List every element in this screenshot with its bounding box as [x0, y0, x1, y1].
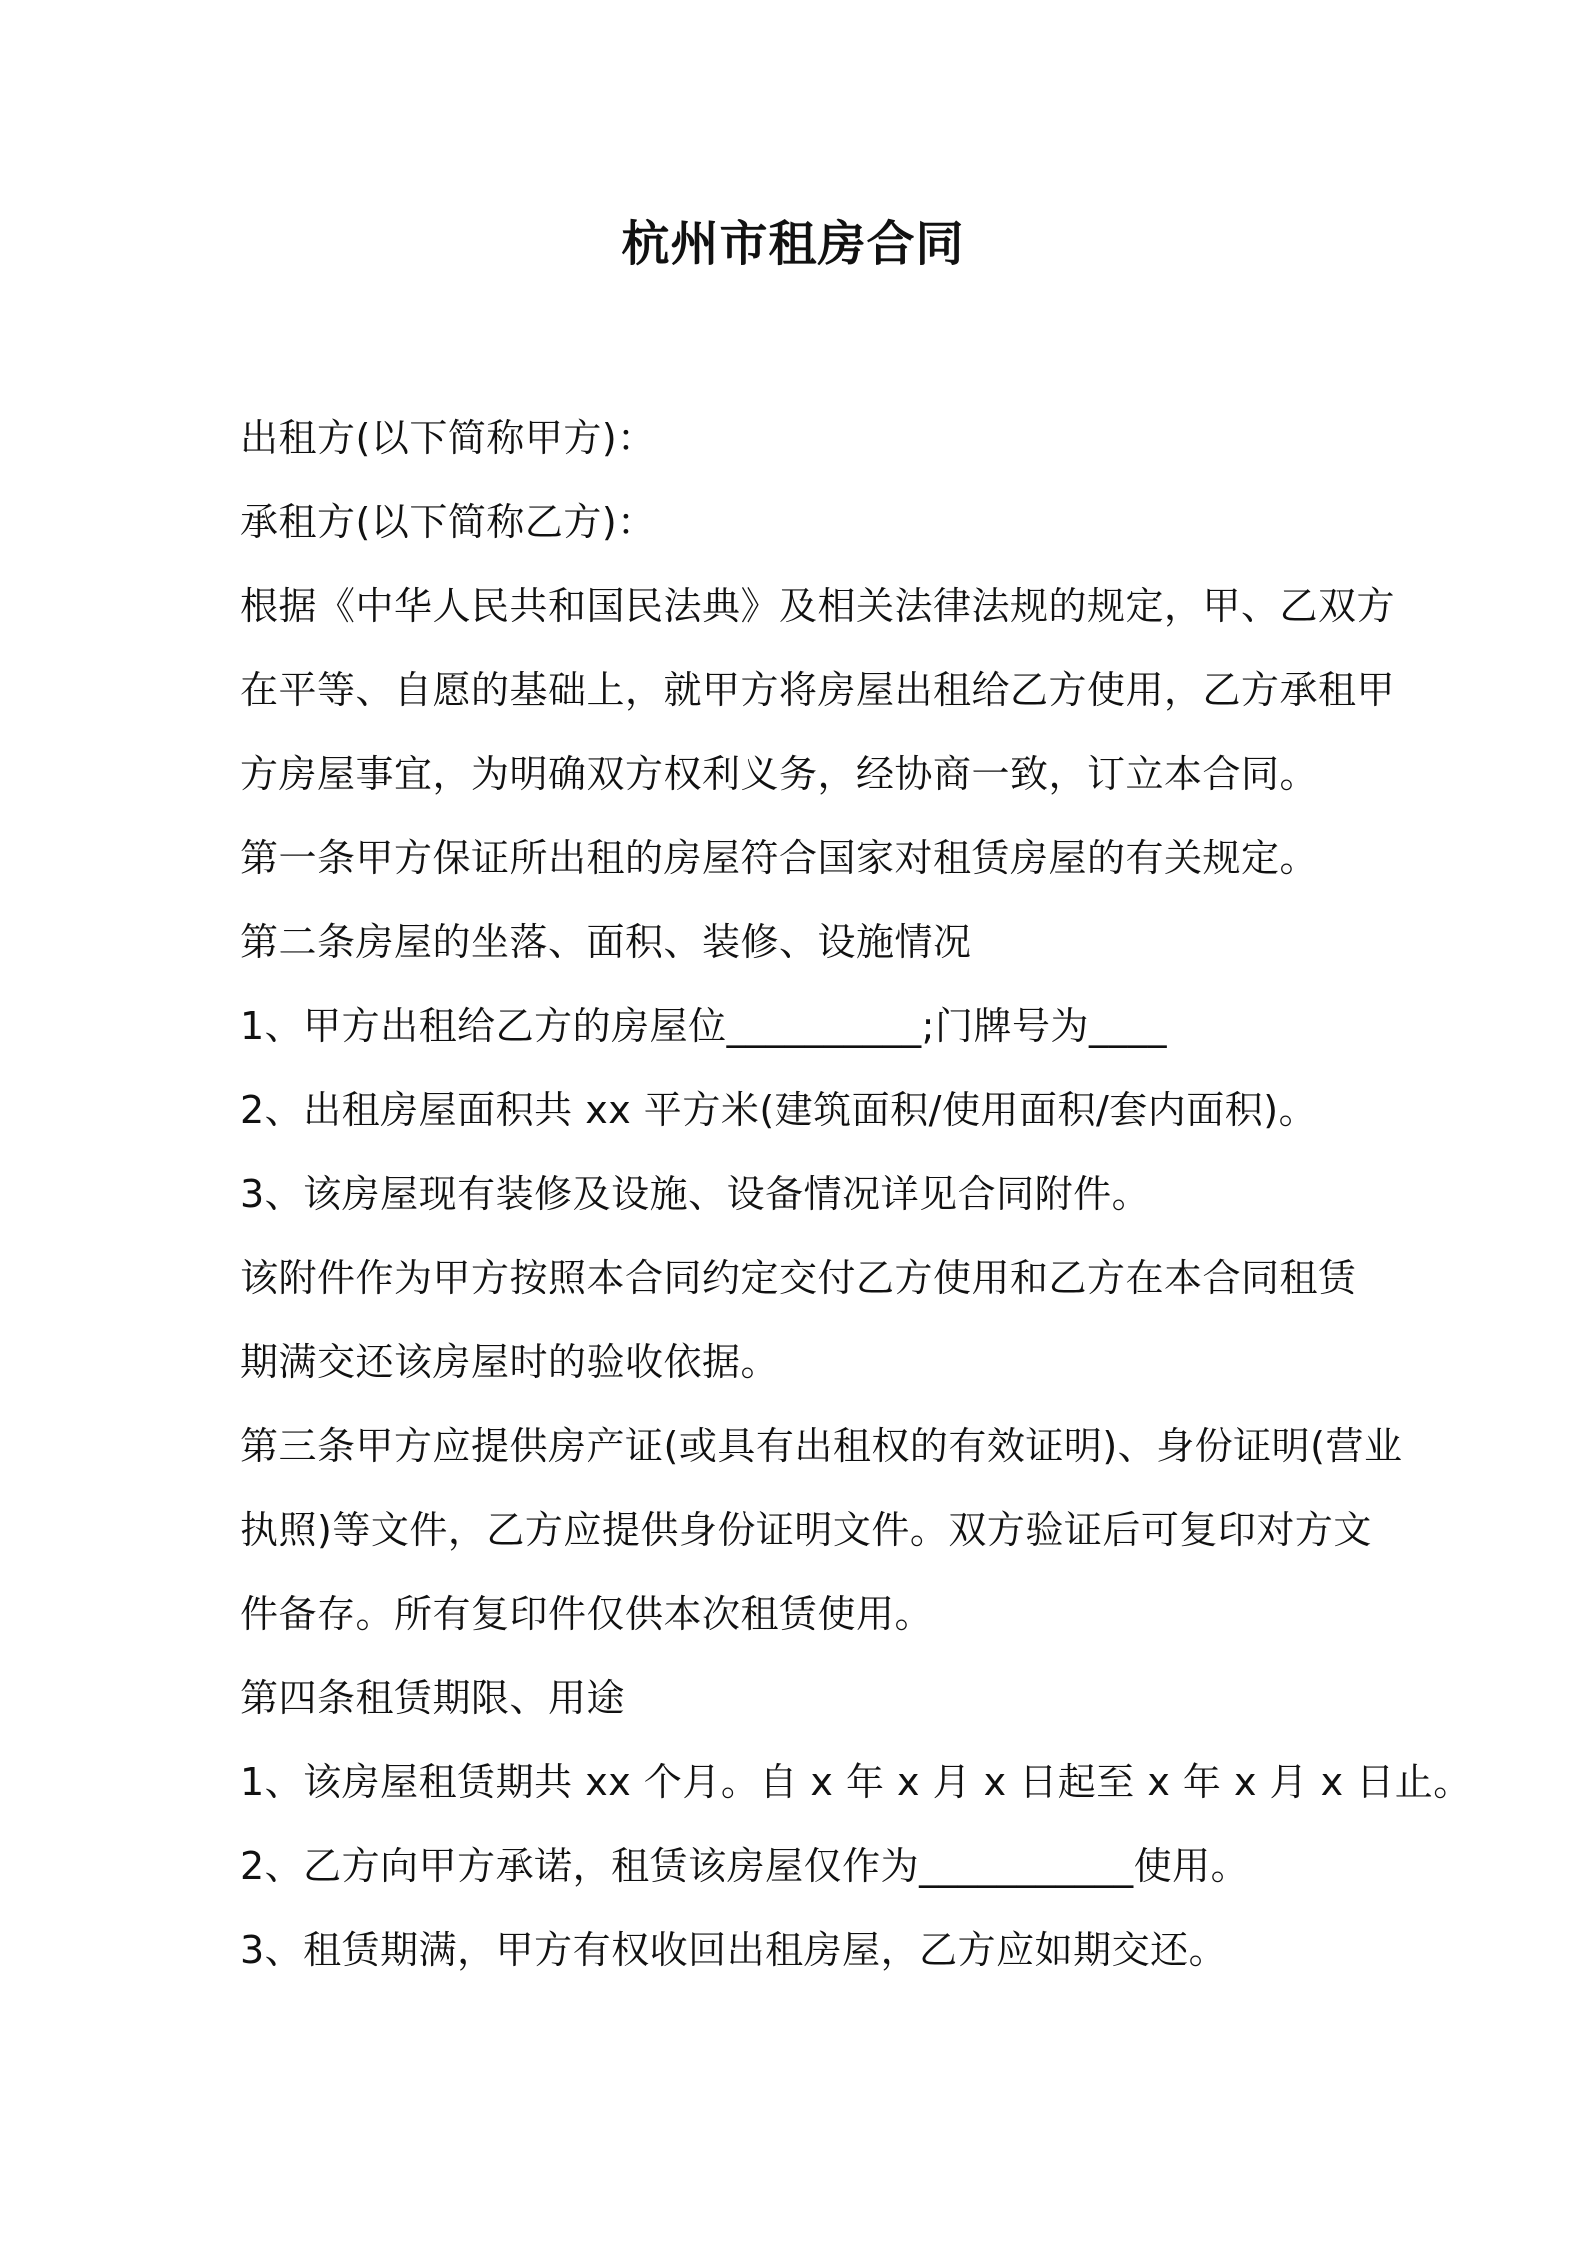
article-3-line: 件备存。所有复印件仅供本次租赁使用。	[240, 1592, 934, 1636]
preamble-line: 根据《中华人民共和国民法典》及相关法律法规的规定，甲、乙双方	[240, 584, 1396, 628]
party-a-line: 出租方(以下简称甲方)：	[240, 416, 656, 460]
article-1-line: 第一条甲方保证所出租的房屋符合国家对租赁房屋的有关规定。	[240, 836, 1319, 880]
article-3-line: 执照)等文件，乙方应提供身份证明文件。双方验证后可复印对方文	[240, 1508, 1372, 1552]
article-2-heading: 第二条房屋的坐落、面积、装修、设施情况	[240, 920, 972, 964]
preamble-line: 在平等、自愿的基础上，就甲方将房屋出租给乙方使用，乙方承租甲	[240, 668, 1396, 712]
preamble-line: 方房屋事宜，为明确双方权利义务，经协商一致，订立本合同。	[240, 752, 1319, 796]
party-b-line: 承租方(以下简称乙方)：	[240, 500, 656, 544]
article-4-item-3: 3、租赁期满，甲方有权收回出租房屋，乙方应如期交还。	[240, 1928, 1228, 1972]
article-2-note-line: 该附件作为甲方按照本合同约定交付乙方使用和乙方在本合同租赁	[240, 1256, 1357, 1300]
document-title: 杭州市租房合同	[621, 216, 965, 272]
article-2-item-3: 3、该房屋现有装修及设施、设备情况详见合同附件。	[240, 1172, 1151, 1216]
article-4-item-1: 1、该房屋租赁期共 xx 个月。自 x 年 x 月 x 日起至 x 年 x 月 x 日止。	[240, 1760, 1472, 1804]
article-2-item-2: 2、出租房屋面积共 xx 平方米(建筑面积/使用面积/套内面积)。	[240, 1088, 1318, 1132]
article-4-heading: 第四条租赁期限、用途	[240, 1676, 626, 1720]
article-2-item-1: 1、甲方出租给乙方的房屋位__________;门牌号为____	[240, 1004, 1167, 1048]
article-4-item-2: 2、乙方向甲方承诺，租赁该房屋仅作为___________使用。	[240, 1844, 1250, 1888]
article-3-line: 第三条甲方应提供房产证(或具有出租权的有效证明)、身份证明(营业	[240, 1424, 1403, 1468]
article-2-note-line: 期满交还该房屋时的验收依据。	[240, 1340, 780, 1384]
